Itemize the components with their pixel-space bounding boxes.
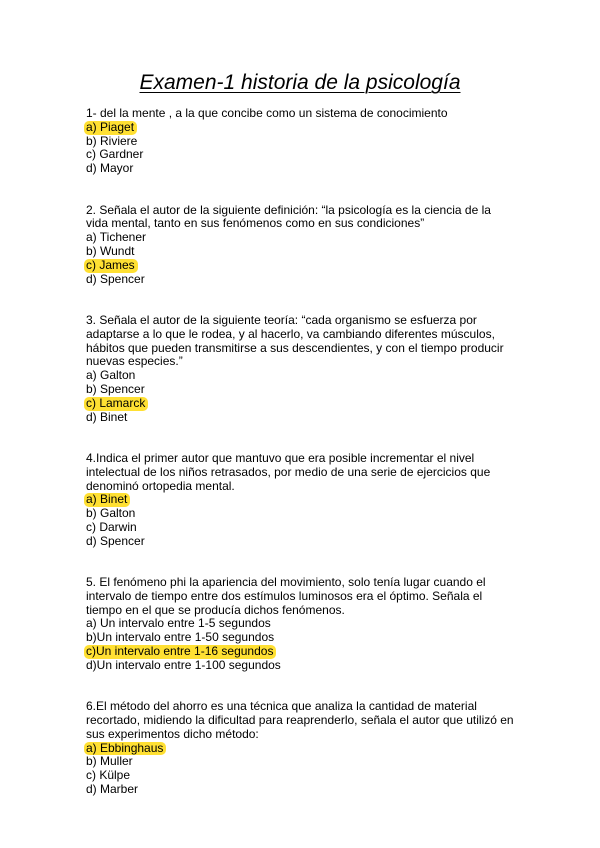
answer-text: c) Gardner: [86, 147, 144, 162]
answer-option: [86, 659, 516, 673]
answer-option: [86, 383, 516, 397]
answer-options: [86, 121, 516, 176]
answer-options: [86, 617, 516, 672]
question-5: [86, 576, 516, 673]
answer-option: [86, 535, 516, 549]
answer-option: [86, 783, 516, 797]
answer-text: b) Riviere: [86, 133, 138, 148]
answer-option: [86, 369, 516, 383]
answer-text: b) Wundt: [86, 243, 135, 258]
answer-option-correct: [86, 493, 516, 507]
answer-option: [86, 507, 516, 521]
question-prompt: 4.Indica el primer autor que mantuvo que era posible incrementar el nivel intelectual de los niños retrasados, por medio de una serie de ejercicios que denominó ortopedia mental.: [86, 450, 491, 493]
answer-option-correct: [86, 259, 516, 273]
answer-options: [86, 493, 516, 548]
question-prompt: 1- del la mente , a la que concibe como un sistema de conocimiento: [86, 106, 448, 120]
answer-text: d) Mayor: [86, 161, 134, 176]
question-prompt: 2. Señala el autor de la siguiente definición: “la psicología es la ciencia de la vida mental, tanto en sus fenómenos como en sus condiciones”: [86, 202, 491, 231]
answer-option: [86, 521, 516, 535]
answer-text: a) Ebbinghaus: [84, 742, 166, 756]
answer-option: [86, 162, 516, 176]
answer-option: [86, 617, 516, 631]
answer-text: c) Külpe: [86, 768, 131, 783]
answer-text: c) Darwin: [86, 519, 137, 534]
answer-option: [86, 273, 516, 287]
answer-text: a) Un intervalo entre 1-5 segundos: [86, 616, 271, 631]
answer-options: [86, 742, 516, 797]
question-prompt: 5. El fenómeno phi la apariencia del movimiento, solo tenía lugar cuando el intervalo de tiempo entre dos estímulos luminosos era el óptimo. Señala el tiempo en el que se producía dichos fenómenos.: [86, 575, 486, 617]
answer-option: [86, 769, 516, 783]
question-3: [86, 314, 516, 424]
question-4: [86, 452, 516, 549]
answer-option-correct: [86, 397, 516, 411]
answer-text: d) Spencer: [86, 533, 145, 548]
answer-option: [86, 411, 516, 425]
answer-options: [86, 369, 516, 424]
answer-option-correct: [86, 742, 516, 756]
page-title: Examen-1 historia de la psicología: [139, 71, 461, 94]
answer-text: d) Spencer: [86, 271, 145, 286]
answer-option: [86, 755, 516, 769]
answer-text: c) Lamarck: [84, 397, 148, 411]
answer-option: [86, 148, 516, 162]
answer-option-correct: [86, 121, 516, 135]
answer-options: [86, 231, 516, 286]
answer-option: [86, 245, 516, 259]
answer-option-correct: [86, 645, 516, 659]
answer-text: b) Muller: [86, 754, 133, 769]
answer-text: b) Galton: [86, 506, 136, 521]
question-list: [86, 107, 516, 824]
answer-option: [86, 231, 516, 245]
question-6: [86, 700, 516, 797]
answer-option: [86, 135, 516, 149]
answer-text: d)Un intervalo entre 1-100 segundos: [86, 657, 281, 672]
answer-option: [86, 631, 516, 645]
question-1: [86, 107, 516, 176]
question-prompt: 6.El método del ahorro es una técnica que analiza la cantidad de material recortado, midiendo la dificultad para reaprenderlo, señala el autor que utilizó en sus experimentos dicho método:: [86, 699, 514, 741]
answer-text: c) James: [84, 259, 138, 273]
question-2: [86, 204, 516, 287]
answer-text: b) Spencer: [86, 381, 145, 396]
answer-text: c)Un intervalo entre 1-16 segundos: [84, 645, 276, 659]
answer-text: d) Marber: [86, 782, 139, 797]
answer-text: a) Piaget: [84, 121, 137, 135]
answer-text: d) Binet: [86, 409, 128, 424]
answer-text: a) Tichener: [86, 230, 147, 245]
answer-text: a) Galton: [86, 368, 136, 383]
answer-text: a) Binet: [84, 493, 130, 507]
question-prompt: 3. Señala el autor de la siguiente teoría: “cada organismo se esfuerza por adaptarse a lo que le rodea, y al hacerlo, va cambiando diferentes músculos, hábitos que pueden transmitirse a sus descendientes, y con el tiempo producir nuevas especies.”: [86, 312, 504, 369]
answer-text: b)Un intervalo entre 1-50 segundos: [86, 630, 275, 645]
